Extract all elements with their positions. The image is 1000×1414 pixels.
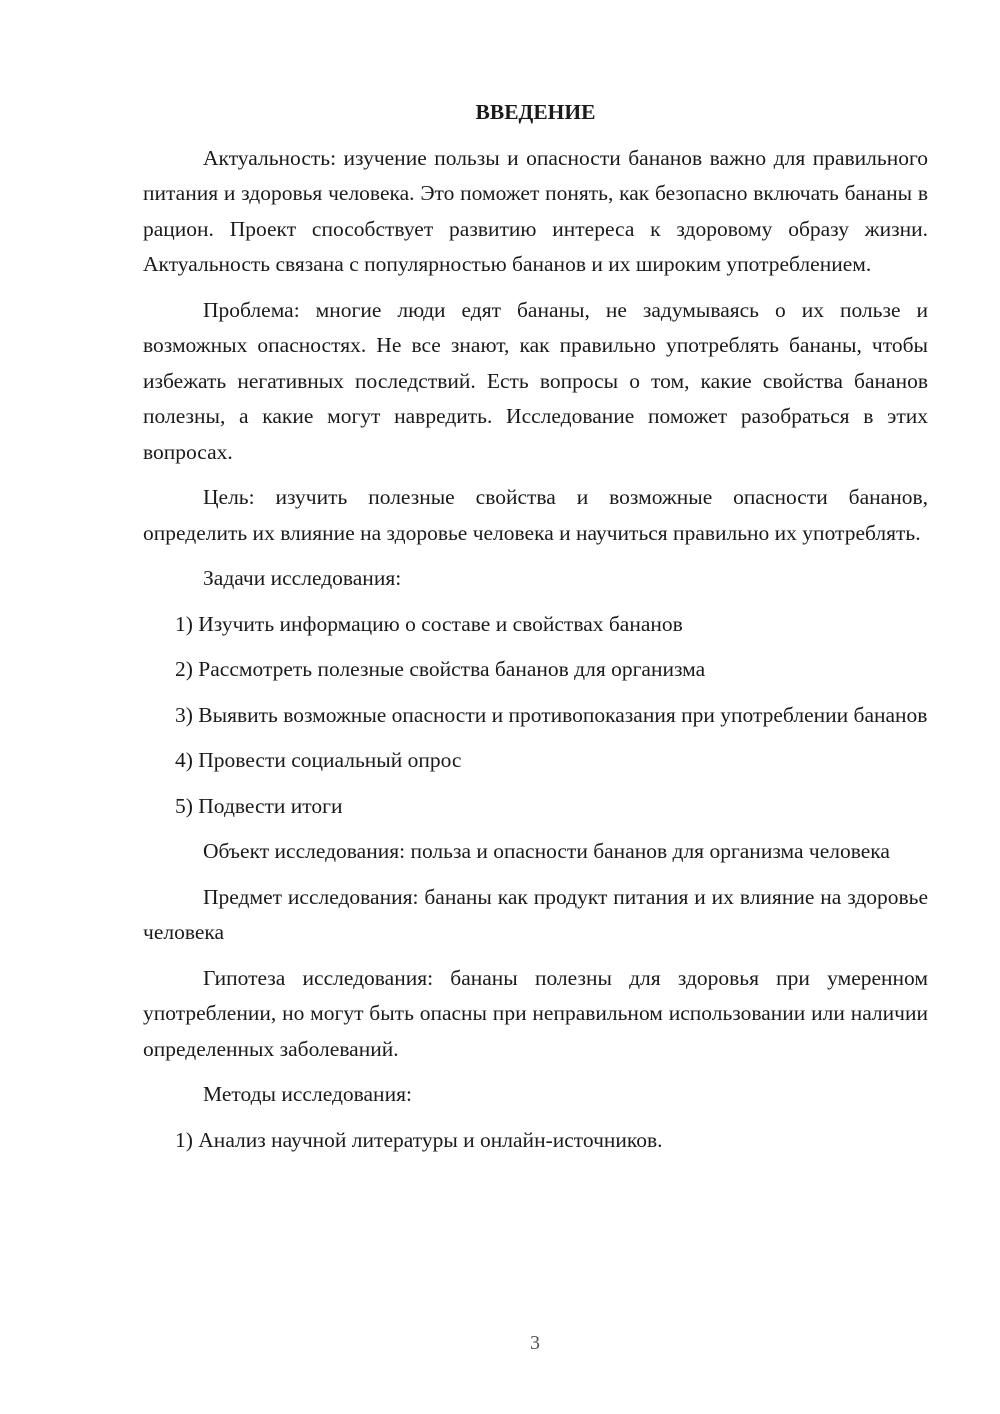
- relevance-paragraph: Актуальность: изучение пользы и опасности бананов важно для правильного питания и здоровья человека. Это поможет понять, как безопасно включать бананы в рацион. Проект способствует развитию интереса к здоровому образу жизни. Актуальность связана с популярностью бананов и их широким употреблением.: [143, 145, 928, 276]
- goal-paragraph: Цель: изучить полезные свойства и возможные опасности бананов, определить их влияние на здоровье человека и научиться правильно их употреблять.: [143, 485, 928, 545]
- methods-heading: Методы исследования:: [203, 1082, 412, 1106]
- tasks-heading: Задачи исследования:: [203, 566, 402, 590]
- object-paragraph: Объект исследования: польза и опасности бананов для организма человека: [203, 839, 890, 863]
- task-item-4: 4) Провести социальный опрос: [175, 748, 462, 772]
- hypothesis-paragraph: Гипотеза исследования: бананы полезны для здоровья при умеренном употреблении, но могут быть опасны при неправильном использовании или наличии определенных заболеваний.: [143, 965, 928, 1061]
- problem-paragraph: Проблема: многие люди едят бананы, не задумываясь о их пользе и возможных опасностях. Не все знают, как правильно употреблять бананы, чтобы избежать негативных последствий. Есть вопросы о том, какие свойства бананов полезны, а какие могут навредить. Исследование поможет разобраться в этих вопросах.: [143, 297, 928, 464]
- page-number: 3: [530, 1332, 540, 1354]
- task-item-5: 5) Подвести итоги: [175, 793, 343, 818]
- task-item-1: 1) Изучить информацию о составе и свойствах бананов: [175, 611, 683, 636]
- task-item-3: 3) Выявить возможные опасности и противопоказания при употреблении бананов: [175, 702, 928, 727]
- task-item-2: 2) Рассмотреть полезные свойства бананов для организма: [175, 657, 706, 681]
- document-page: [143, 95, 928, 1168]
- method-item-1: 1) Анализ научной литературы и онлайн-источников.: [175, 1127, 663, 1152]
- section-title: ВВЕДЕНИЕ: [475, 100, 596, 124]
- subject-paragraph: Предмет исследования: бананы как продукт питания и их влияние на здоровье человека: [143, 884, 928, 944]
